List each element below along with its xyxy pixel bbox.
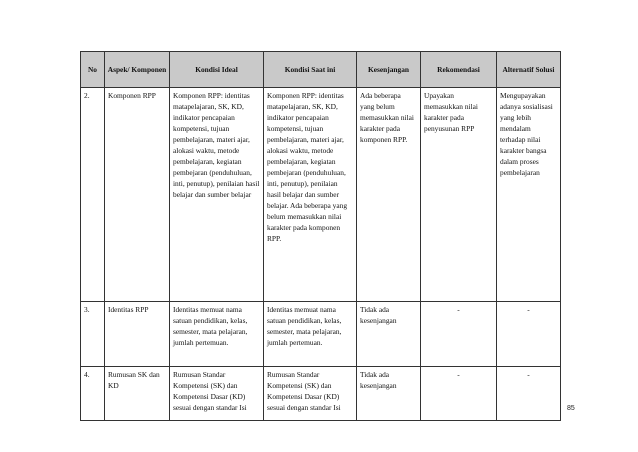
header-no: No xyxy=(81,52,105,88)
cell-aspek: Komponen RPP xyxy=(105,88,170,302)
cell-kesenjangan: Ada beberapa yang belum memasukkan nilai karakter pada komponen RPP. xyxy=(357,88,421,302)
cell-no: 2. xyxy=(81,88,105,302)
header-kesenjangan: Kesenjangan xyxy=(357,52,421,88)
cell-aspek: Identitas RPP xyxy=(105,302,170,367)
cell-no: 3. xyxy=(81,302,105,367)
cell-kondisi-saat-ini: Rumusan Standar Kompetensi (SK) dan Kompetensi Dasar (KD) sesuai dengan standar Isi xyxy=(264,367,357,421)
header-kondisi-saat-ini: Kondisi Saat ini xyxy=(264,52,357,88)
cell-aspek: Rumusan SK dan KD xyxy=(105,367,170,421)
table-row xyxy=(81,302,561,367)
cell-kondisi-saat-ini: Komponen RPP: identitas matapelajaran, SK, KD, indikator pencapaian kompetensi, tujuan pembelajaran, materi ajar, alokasi waktu, metode pembelajaran, kegiatan pembejaran (penduhuluan, inti, penutup), penilaian hasil belajar dan sumber belajar. Ada beberapa yang belum memasukkan nilai karakter pada komponen RPP. xyxy=(264,88,357,302)
cell-kondisi-ideal: Rumusan Standar Kompetensi (SK) dan Kompetensi Dasar (KD) sesuai dengan standar Isi xyxy=(170,367,264,421)
header-alternatif-solusi: Alternatif Solusi xyxy=(497,52,561,88)
table-row xyxy=(81,88,561,302)
cell-kondisi-saat-ini: Identitas memuat nama satuan pendidikan, kelas, semester, mata pelajaran, jumlah pertemuan. xyxy=(264,302,357,367)
cell-rekomendasi: Upayakan memasukkan nilai karakter pada penyusunan RPP xyxy=(421,88,497,302)
header-kondisi-ideal: Kondisi Ideal xyxy=(170,52,264,88)
cell-kesenjangan: Tidak ada kesenjangan xyxy=(357,367,421,421)
cell-no: 4. xyxy=(81,367,105,421)
page-number: 85 xyxy=(567,405,575,412)
gap-analysis-table xyxy=(80,51,561,421)
table-header-row xyxy=(81,52,561,88)
cell-kesenjangan: Tidak ada kesenjangan xyxy=(357,302,421,367)
cell-kondisi-ideal: Identitas memuat nama satuan pendidikan, kelas, semester, mata pelajaran, jumlah pertemuan. xyxy=(170,302,264,367)
table-row xyxy=(81,367,561,421)
header-rekomendasi: Rekomendasi xyxy=(421,52,497,88)
cell-rekomendasi: - xyxy=(421,302,497,367)
cell-alternatif-solusi: - xyxy=(497,302,561,367)
cell-alternatif-solusi: Mengupayakan adanya sosialisasi yang lebih mendalam terhadap nilai karakter bangsa dalam proses pembelajaran xyxy=(497,88,561,302)
header-aspek: Aspek/ Komponen xyxy=(105,52,170,88)
cell-rekomendasi: - xyxy=(421,367,497,421)
cell-kondisi-ideal: Komponen RPP: identitas matapelajaran, SK, KD, indikator pencapaian kompetensi, tujuan pembelajaran, materi ajar, alokasi waktu, metode pembelajaran, kegiatan pembejaran (penduhuluan, inti, penutup), penilaian hasil belajar dan sumber belajar xyxy=(170,88,264,302)
cell-alternatif-solusi: - xyxy=(497,367,561,421)
